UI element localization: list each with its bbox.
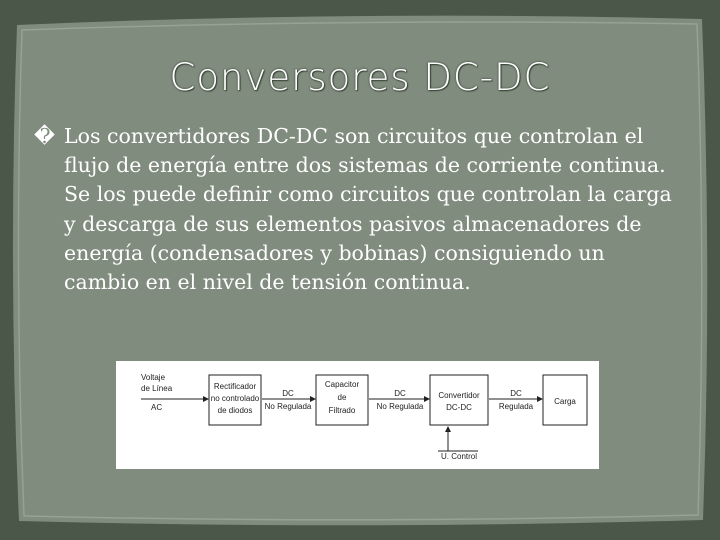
block-diagram (116, 361, 599, 469)
input-label-line-1: Voltaje (141, 373, 166, 382)
block-capacitor-line-3: Filtrado (328, 406, 356, 415)
link-2-line-1: DC (394, 389, 406, 398)
block-capacitor-line-2: de (337, 393, 347, 402)
block-rectifier-line-1: Rectificador (213, 382, 257, 391)
link-1-line-1: DC (282, 389, 294, 398)
bullet-paragraph (34, 122, 684, 297)
body-text: Los convertidores DC-DC son circuitos que controlan el flujo de energía entre dos sistemas de corriente continua. Se los puede definir como circuitos que controlan la carga y descarga de sus elementos pasivos almacenadores de energía (condensadores y bobinas) consiguiendo un cambio en el nivel de tensión continua. (64, 124, 672, 295)
control-label: U. Control (441, 452, 478, 461)
bullet-glyph: � (34, 124, 56, 148)
block-converter-line-1: Convertidor (438, 391, 480, 400)
block-rectifier-line-3: de diodos (217, 406, 253, 415)
block-converter (430, 375, 488, 425)
link-2-line-2: No Regulada (376, 402, 424, 411)
input-label-line-3: AC (151, 403, 163, 412)
input-label-line-2: de Línea (141, 384, 173, 393)
link-3-line-1: DC (510, 389, 522, 398)
block-converter-line-2: DC-DC (446, 403, 472, 412)
block-capacitor-line-1: Capacitor (324, 380, 360, 389)
block-rectifier-line-2: no controlado (210, 394, 260, 403)
block-diagram-svg (116, 361, 599, 469)
slide-body (34, 122, 684, 297)
slide-title: Conversores DC-DC (169, 56, 551, 99)
link-1-line-2: No Regulada (264, 402, 312, 411)
block-load-line-1: Carga (554, 397, 576, 406)
link-3-line-2: Regulada (498, 402, 534, 411)
